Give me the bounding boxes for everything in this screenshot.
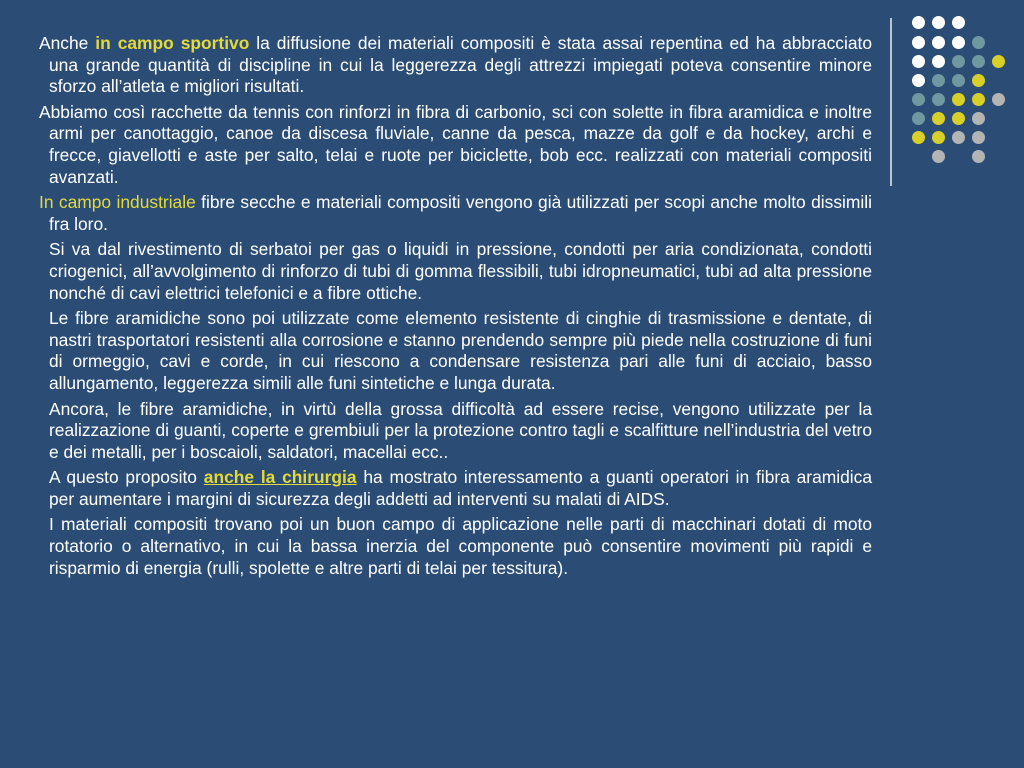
- text-run: ha mostrato interessamento a guanti operatori in fibra aramidica per aumentare i margini di sicurezza degli addetti ad interventi su malati di AIDS.: [49, 467, 873, 509]
- decor-dot: [952, 36, 965, 49]
- highlight-industry: In campo industriale: [39, 192, 196, 213]
- slide-body: [34, 33, 872, 583]
- decor-dot: [912, 55, 925, 68]
- decor-dot: [952, 16, 965, 29]
- paragraph-machinery: I materiali compositi trovano poi un buon campo di applicazione nelle parti di macchinari dotati di moto rotatorio o alternativo, in cui la bassa inerzia del componente può consentire movimenti più rapidi e risparmio di energia (rulli, spolette e altre parti di telai per tessitura).: [49, 514, 872, 578]
- decor-dot: [932, 150, 945, 163]
- decorative-dot-grid: [900, 16, 1020, 166]
- link-surgery[interactable]: anche la chirurgia: [203, 467, 357, 488]
- decor-dot: [972, 93, 985, 106]
- paragraph-sport: [34, 33, 872, 98]
- decorative-divider: [890, 18, 892, 186]
- decor-dot: [972, 150, 985, 163]
- paragraph-industry: [34, 192, 872, 235]
- decor-dot: [932, 16, 945, 29]
- decor-dot: [912, 36, 925, 49]
- decor-dot: [972, 36, 985, 49]
- decor-dot: [932, 74, 945, 87]
- paragraph-surgery: [34, 467, 872, 510]
- text-run: A questo proposito: [49, 467, 204, 488]
- decor-dot: [932, 112, 945, 125]
- decor-dot: [972, 131, 985, 144]
- decor-dot: [992, 93, 1005, 106]
- decor-dot: [932, 36, 945, 49]
- decor-dot: [952, 93, 965, 106]
- decor-dot: [952, 74, 965, 87]
- decor-dot: [932, 55, 945, 68]
- paragraph-tanks: Si va dal rivestimento di serbatoi per gas o liquidi in pressione, condotti per aria condizionata, condotti criogenici, all’avvolgimento di rinforzo di tubi di gomma flessibili, tubi idropneumatici, tubi ad alta pressione nonché di cavi elettrici telefonici e a fibre ottiche.: [49, 239, 872, 303]
- decor-dot: [992, 55, 1005, 68]
- text-run: Anche: [39, 33, 96, 53]
- paragraph-examples: Abbiamo così racchette da tennis con rinforzi in fibra di carbonio, sci con solette in fibra aramidica e inoltre armi per canottaggio, canoe da discesa fluviale, canne da pesca, mazze da golf e da hockey, archi e frecce, giavellotti e aste per salto, telai e ruote per biciclette, bob ecc. realizzati con materiali compositi avanzati.: [39, 101, 872, 187]
- decor-dot: [932, 131, 945, 144]
- decor-dot: [912, 93, 925, 106]
- decor-dot: [912, 74, 925, 87]
- decor-dot: [932, 93, 945, 106]
- decor-dot: [972, 55, 985, 68]
- decor-dot: [952, 112, 965, 125]
- text-run: fibre secche e materiali compositi vengono già utilizzati per scopi anche molto dissimili fra loro.: [49, 192, 872, 234]
- decor-dot: [972, 112, 985, 125]
- decor-dot: [952, 131, 965, 144]
- decor-dot: [972, 74, 985, 87]
- paragraph-gloves: Ancora, le fibre aramidiche, in virtù della grossa difficoltà ad essere recise, vengono utilizzate per la realizzazione di guanti, coperte e grembiuli per la protezione contro tagli e scalfitture nell’industria del vetro e dei metalli, per i boscaioli, saldatori, macellai ecc..: [49, 398, 872, 462]
- highlight-sport: in campo sportivo: [95, 33, 250, 53]
- paragraph-aramid-belts: Le fibre aramidiche sono poi utilizzate come elemento resistente di cinghie di trasmissione e dentate, di nastri trasportatori resistenti alla corrosione e stanno prendendo sempre più piede nella costruzione di funi di ormeggio, cavi e corde, in cui riescono a condensare resistenza pari alle funi di acciaio, basso allungamento, leggerezza simili alle funi sintetiche e lunga durata.: [49, 308, 872, 393]
- decor-dot: [952, 55, 965, 68]
- decor-dot: [912, 16, 925, 29]
- decor-dot: [912, 131, 925, 144]
- decor-dot: [912, 112, 925, 125]
- text-run: la diffusione dei materiali compositi è stata assai repentina ed ha abbracciato una grande quantità di discipline in cui la leggerezza degli attrezzi impiegati poteva consentire minore sforzo all’atleta e migliori risultati.: [49, 33, 872, 97]
